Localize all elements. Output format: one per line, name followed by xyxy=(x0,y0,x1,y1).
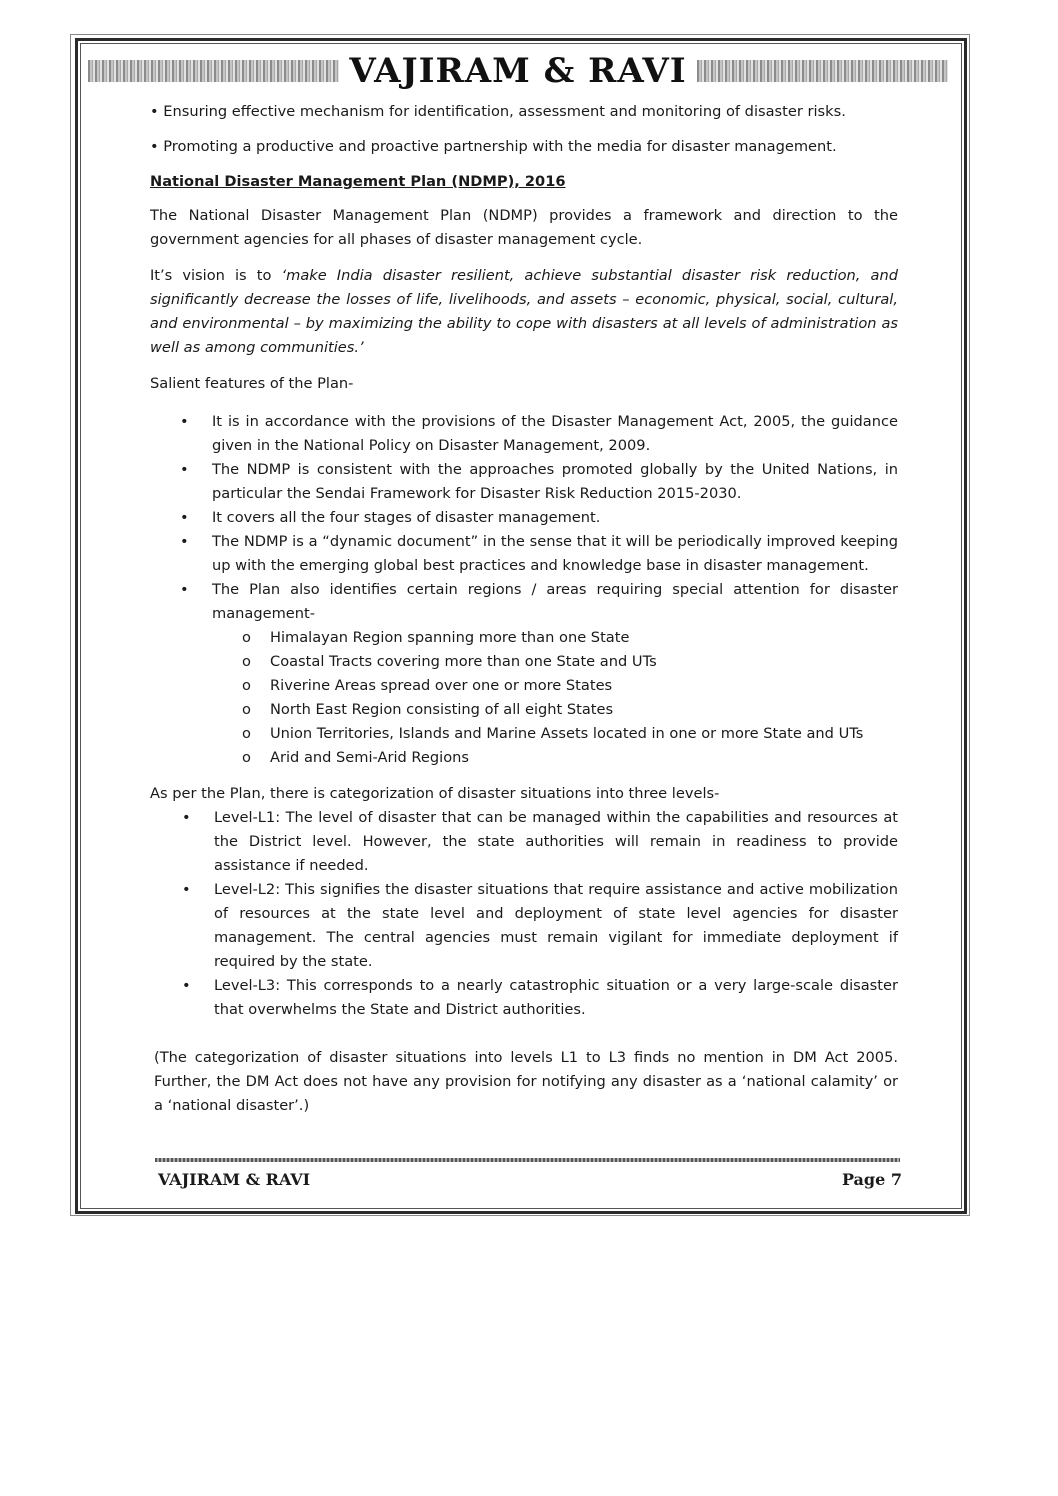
header-bar-right xyxy=(697,60,948,82)
intro-bullet: • Ensuring effective mechanism for identification, assessment and monitoring of disaster risks. xyxy=(150,103,846,120)
list-item: • The NDMP is a “dynamic document” in the sense that it will be periodically improved keeping up with the emerging global best practices and knowledge base in disaster management. xyxy=(150,530,898,578)
bullet-icon: • xyxy=(182,809,191,826)
footer-brand: VAJIRAM & RAVI xyxy=(158,1170,311,1189)
circle-bullet-icon: o xyxy=(242,653,251,670)
header-bar-left xyxy=(88,60,339,82)
note-paragraph: (The categorization of disaster situations into levels L1 to L3 finds no mention in DM Act 2005. Further, the DM Act does not have any provision for notifying any disaster as a ‘national calamity’ or a ‘national disaster’.) xyxy=(154,1049,898,1114)
circle-bullet-icon: o xyxy=(242,701,251,718)
circle-bullet-icon: o xyxy=(242,677,251,694)
bullet-icon: • xyxy=(180,533,189,550)
salient-title: Salient features of the Plan- xyxy=(150,375,354,392)
page-header xyxy=(88,52,948,90)
bullet-icon: • xyxy=(180,461,189,478)
vision-prefix: It’s vision is to xyxy=(150,267,282,284)
circle-bullet-icon: o xyxy=(242,749,251,766)
features-list xyxy=(150,410,898,626)
bullet-icon: • xyxy=(180,413,189,430)
footer-divider xyxy=(155,1158,900,1162)
ndmp-description: The National Disaster Management Plan (NDMP) provides a framework and direction to the government agencies for all phases of disaster management cycle. xyxy=(150,207,898,248)
list-item: o Himalayan Region spanning more than one State xyxy=(150,626,898,650)
section-title: National Disaster Management Plan (NDMP), 2016 xyxy=(150,173,566,190)
intro-bullet: • Promoting a productive and proactive partnership with the media for disaster management. xyxy=(150,138,837,155)
bullet-icon: • xyxy=(182,881,191,898)
list-item: • The Plan also identifies certain regions / areas requiring special attention for disaster management- xyxy=(150,578,898,626)
circle-bullet-icon: o xyxy=(242,629,251,646)
bullet-icon: • xyxy=(182,977,191,994)
bullet-icon: • xyxy=(180,509,189,526)
list-item: • Level-L2: This signifies the disaster situations that require assistance and active mobilization of resources at the state level and deployment of state level agencies for disaster management. The central agencies must remain vigilant for immediate deployment if required by the state. xyxy=(150,878,898,974)
list-item: • The NDMP is consistent with the approaches promoted globally by the United Nations, in particular the Sendai Framework for Disaster Risk Reduction 2015-2030. xyxy=(150,458,898,506)
list-item: o North East Region consisting of all eight States xyxy=(150,698,898,722)
list-item: o Coastal Tracts covering more than one State and UTs xyxy=(150,650,898,674)
list-item: • It is in accordance with the provisions of the Disaster Management Act, 2005, the guidance given in the National Policy on Disaster Management, 2009. xyxy=(150,410,898,458)
levels-list xyxy=(150,806,898,1022)
list-item: • Level-L3: This corresponds to a nearly catastrophic situation or a very large-scale disaster that overwhelms the State and District authorities. xyxy=(150,974,898,1022)
list-item: o Union Territories, Islands and Marine Assets located in one or more State and UTs xyxy=(150,722,898,746)
list-item: • Level-L1: The level of disaster that can be managed within the capabilities and resources at the District level. However, the state authorities will remain in readiness to provide assistance if needed. xyxy=(150,806,898,878)
list-item: o Arid and Semi-Arid Regions xyxy=(150,746,898,770)
vision-quote: ‘make India disaster resilient, achieve substantial disaster risk reduction, and significantly decrease the losses of life, livelihoods, and assets – economic, physical, social, cultural, and environmental – by maximizing the ability to cope with disasters at all levels of administration as well as among communities.’ xyxy=(150,267,898,356)
vision-paragraph xyxy=(150,264,898,360)
list-item: o Riverine Areas spread over one or more States xyxy=(150,674,898,698)
regions-list xyxy=(150,626,898,770)
circle-bullet-icon: o xyxy=(242,725,251,742)
page-number: Page 7 xyxy=(841,1170,902,1189)
header-brand: VAJIRAM & RAVI xyxy=(349,51,687,91)
levels-intro: As per the Plan, there is categorization of disaster situations into three levels- xyxy=(150,785,720,802)
list-item: • It covers all the four stages of disaster management. xyxy=(150,506,898,530)
page-content xyxy=(150,100,898,1118)
bullet-icon: • xyxy=(180,581,189,598)
